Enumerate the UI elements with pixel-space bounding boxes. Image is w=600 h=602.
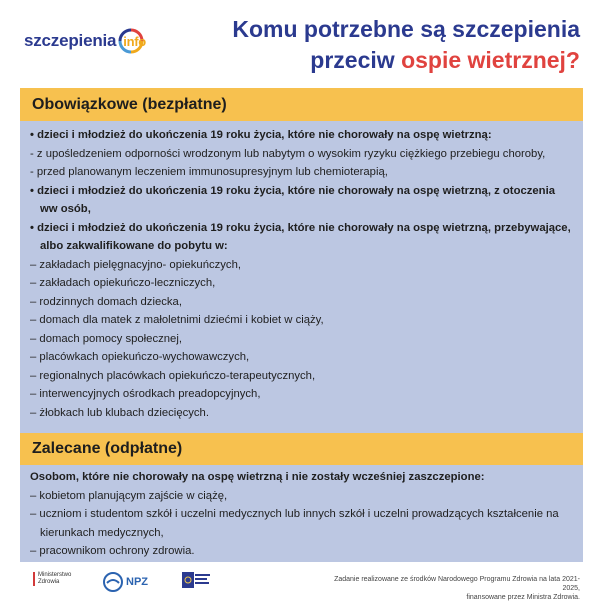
- logo-text: szczepienia: [24, 31, 117, 50]
- page-title: [180, 14, 580, 76]
- mandatory-list-item: – placówkach opiekuńczo-wychowawczych,: [30, 351, 250, 363]
- mandatory-list: [30, 126, 575, 422]
- section-recommended-heading: Zalecane (odpłatne): [20, 433, 583, 465]
- mandatory-list-item: – rodzinnych domach dziecka,: [30, 295, 182, 308]
- ministry-logo[interactable]: [33, 572, 78, 586]
- recommended-list-item: – uczniom i studentom szkół i uczelni medycznych lub innych szkół i uczelni prowadzących kształcenie na kierunkach medycznych,: [30, 508, 562, 539]
- npz-label: NPZ: [126, 576, 148, 588]
- npz-logo[interactable]: [103, 572, 148, 592]
- npz-wave-icon: [103, 572, 123, 592]
- mandatory-list-item: – zakładach opiekuńczo-leczniczych,: [30, 277, 216, 289]
- mandatory-list-item: • dzieci i młodzież do ukończenia 19 roku życia, które nie chorowały na ospę wietrzną, przebywające, albo zakwalifikowane do pobytu w:: [30, 221, 574, 252]
- mandatory-list-item: - przed planowanym leczeniem immunosupresyjnym lub chemioterapią,: [30, 166, 388, 178]
- logo-info-text: info: [123, 34, 146, 49]
- mandatory-list-item: – zakładach pielęgnacyjno- opiekuńczych,: [30, 258, 242, 271]
- mandatory-list-item: • dzieci i młodzież do ukończenia 19 roku życia, które nie chorowały na ospę wietrzną:: [30, 129, 492, 141]
- funding-line-1: Zadanie realizowane ze środków Narodowego Programu Zdrowia na lata 2021-2025,: [334, 576, 580, 592]
- ministry-line-1: Ministerstwo: [38, 572, 72, 578]
- footer: [0, 562, 600, 601]
- funding-note: [330, 575, 580, 602]
- title-accent: ospie wietrznej?: [401, 47, 580, 73]
- ministry-line-2: Zdrowia: [38, 579, 60, 585]
- title-line-2: [180, 45, 580, 76]
- section-mandatory-heading: Obowiązkowe (bezpłatne): [20, 88, 583, 121]
- title-prefix: przeciw: [310, 47, 402, 73]
- recommended-list-item: – pracownikom ochrony zdrowia.: [30, 545, 195, 557]
- recommended-lead: Osobom, które nie chorowały na ospę wietrzną i nie zostały wcześniej zaszczepione:: [30, 471, 485, 483]
- eu-flag-icon: [182, 572, 212, 597]
- section-recommended-body: [20, 465, 583, 562]
- mandatory-list-item: – interwencyjnych ośrodkach preadopcyjnych,: [30, 388, 261, 400]
- funding-line-2: finansowane przez Ministra Zdrowia.: [466, 594, 580, 601]
- mandatory-list-item: - z upośledzeniem odporności wrodzonym lub nabytym o wysokim ryzyku ciężkiego przebiegu choroby,: [30, 147, 546, 160]
- mandatory-list-item: – domach dla matek z małoletnimi dziećmi i kobiet w ciąży,: [30, 314, 324, 326]
- section-mandatory-body: [20, 121, 583, 433]
- header: [0, 0, 600, 88]
- logo-ring-icon: [117, 27, 145, 55]
- title-line-1: Komu potrzebne są szczepienia: [232, 16, 580, 42]
- recommended-list-item: – kobietom planującym zajście w ciążę,: [30, 489, 228, 502]
- mandatory-list-item: – żłobkach lub klubach dziecięcych.: [30, 406, 209, 419]
- mandatory-list-item: • dzieci i młodzież do ukończenia 19 roku życia, które nie chorowały na ospę wietrzną, z otoczenia ww osób,: [30, 184, 559, 215]
- mandatory-list-item: – domach pomocy społecznej,: [30, 332, 182, 345]
- szczepienia-info-logo[interactable]: [24, 26, 145, 56]
- recommended-list: [30, 487, 575, 561]
- mandatory-list-item: – regionalnych placówkach opiekuńczo-terapeutycznych,: [30, 369, 316, 382]
